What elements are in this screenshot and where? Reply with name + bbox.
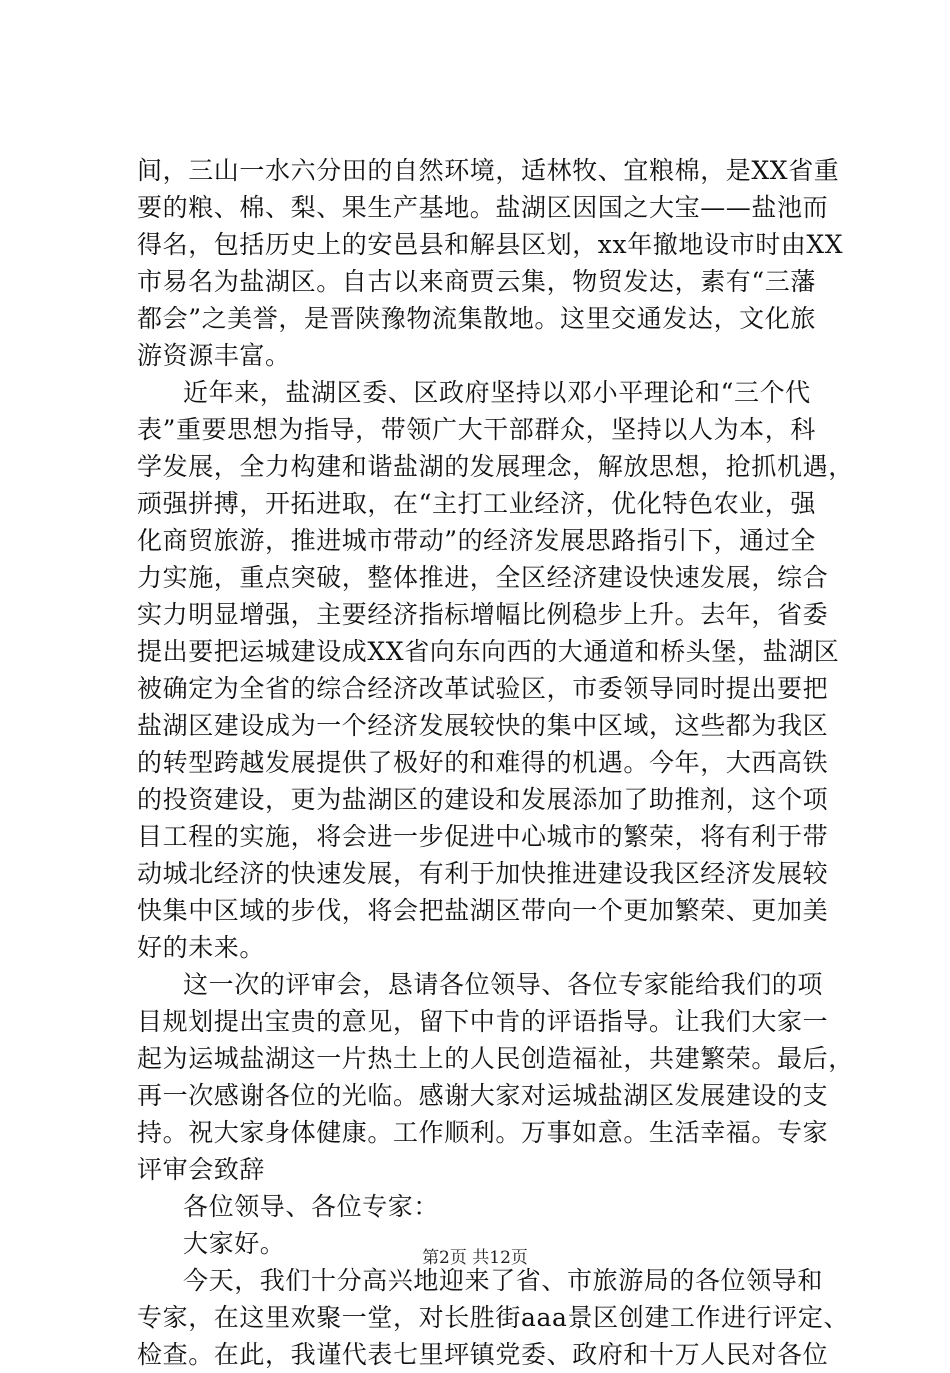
text-line: 化商贸旅游，推进城市带动”的经济发展思路指引下，通过全 <box>137 526 816 555</box>
text-line: 提出要把运城建设成XX省向东向西的大通道和桥头堡，盐湖区 <box>137 637 840 666</box>
text-line: 力实施，重点突破，整体推进，全区经济建设快速发展，综合 <box>137 563 829 592</box>
text-line: 学发展，全力构建和谐盐湖的发展理念，解放思想，抢抓机遇， <box>137 452 854 481</box>
text-line: 检查。在此，我谨代表七里坪镇党委、政府和十万人民对各位 <box>137 1340 829 1369</box>
text-line: 再一次感谢各位的光临。感谢大家对运城盐湖区发展建设的支 <box>137 1081 829 1110</box>
text-line: 快集中区域的步伐，将会把盐湖区带向一个更加繁荣、更加美 <box>137 896 829 925</box>
text-line: 的投资建设，更为盐湖区的建设和发展添加了助推剂，这个项 <box>137 785 829 814</box>
text-line: 起为运城盐湖这一片热土上的人民创造福祉，共建繁荣。最后， <box>137 1044 854 1073</box>
text-line: 好的未来。 <box>137 933 266 962</box>
text-line: 的转型跨越发展提供了极好的和难得的机遇。今年，大西高铁 <box>137 748 829 777</box>
text-line: 近年来，盐湖区委、区政府坚持以邓小平理论和“三个代 <box>183 378 811 407</box>
text-line: 盐湖区建设成为一个经济发展较快的集中区域，这些都为我区 <box>137 711 829 740</box>
text-line: 表”重要思想为指导，带领广大干部群众，坚持以人为本，科 <box>137 415 816 444</box>
text-line: 目规划提出宝贵的意见，留下中肯的评语指导。让我们大家一 <box>137 1007 829 1036</box>
text-line: 间，三山一水六分田的自然环境，适林牧、宜粮棉，是XX省重 <box>137 156 840 185</box>
page-number-footer: 第2页 共12页 <box>422 1248 528 1268</box>
text-line: 要的粮、棉、梨、果生产基地。盐湖区因国之大宝——盐池而 <box>137 193 829 222</box>
text-line: 市易名为盐湖区。自古以来商贾云集，物贸发达，素有“三藩 <box>137 267 816 296</box>
text-line: 目工程的实施，将会进一步促进中心城市的繁荣，将有利于带 <box>137 822 829 851</box>
body-text <box>137 152 854 1373</box>
text-line: 游资源丰富。 <box>137 341 291 370</box>
text-line: 专家，在这里欢聚一堂，对长胜街aaa景区创建工作进行评定、 <box>137 1303 850 1332</box>
text-line: 这一次的评审会，恳请各位领导、各位专家能给我们的项 <box>183 970 824 999</box>
text-line: 实力明显增强，主要经济指标增幅比例稳步上升。去年，省委 <box>137 600 829 629</box>
text-line: 大家好。 <box>183 1229 286 1258</box>
text-line: 各位领导、各位专家： <box>183 1192 440 1221</box>
text-line: 顽强拼搏，开拓进取，在“主打工业经济，优化特色农业，强 <box>137 489 816 518</box>
text-line: 都会”之美誉，是晋陕豫物流集散地。这里交通发达，文化旅 <box>137 304 816 333</box>
text-line: 评审会致辞 <box>137 1155 266 1184</box>
text-line: 今天，我们十分高兴地迎来了省、市旅游局的各位领导和 <box>183 1266 824 1295</box>
text-line: 被确定为全省的综合经济改革试验区，市委领导同时提出要把 <box>137 674 829 703</box>
text-line: 持。祝大家身体健康。工作顺利。万事如意。生活幸福。专家 <box>137 1118 829 1147</box>
text-line: 得名，包括历史上的安邑县和解县区划，xx年撤地设市时由XX <box>137 230 844 259</box>
text-line: 动城北经济的快速发展，有利于加快推进建设我区经济发展较 <box>137 859 829 888</box>
